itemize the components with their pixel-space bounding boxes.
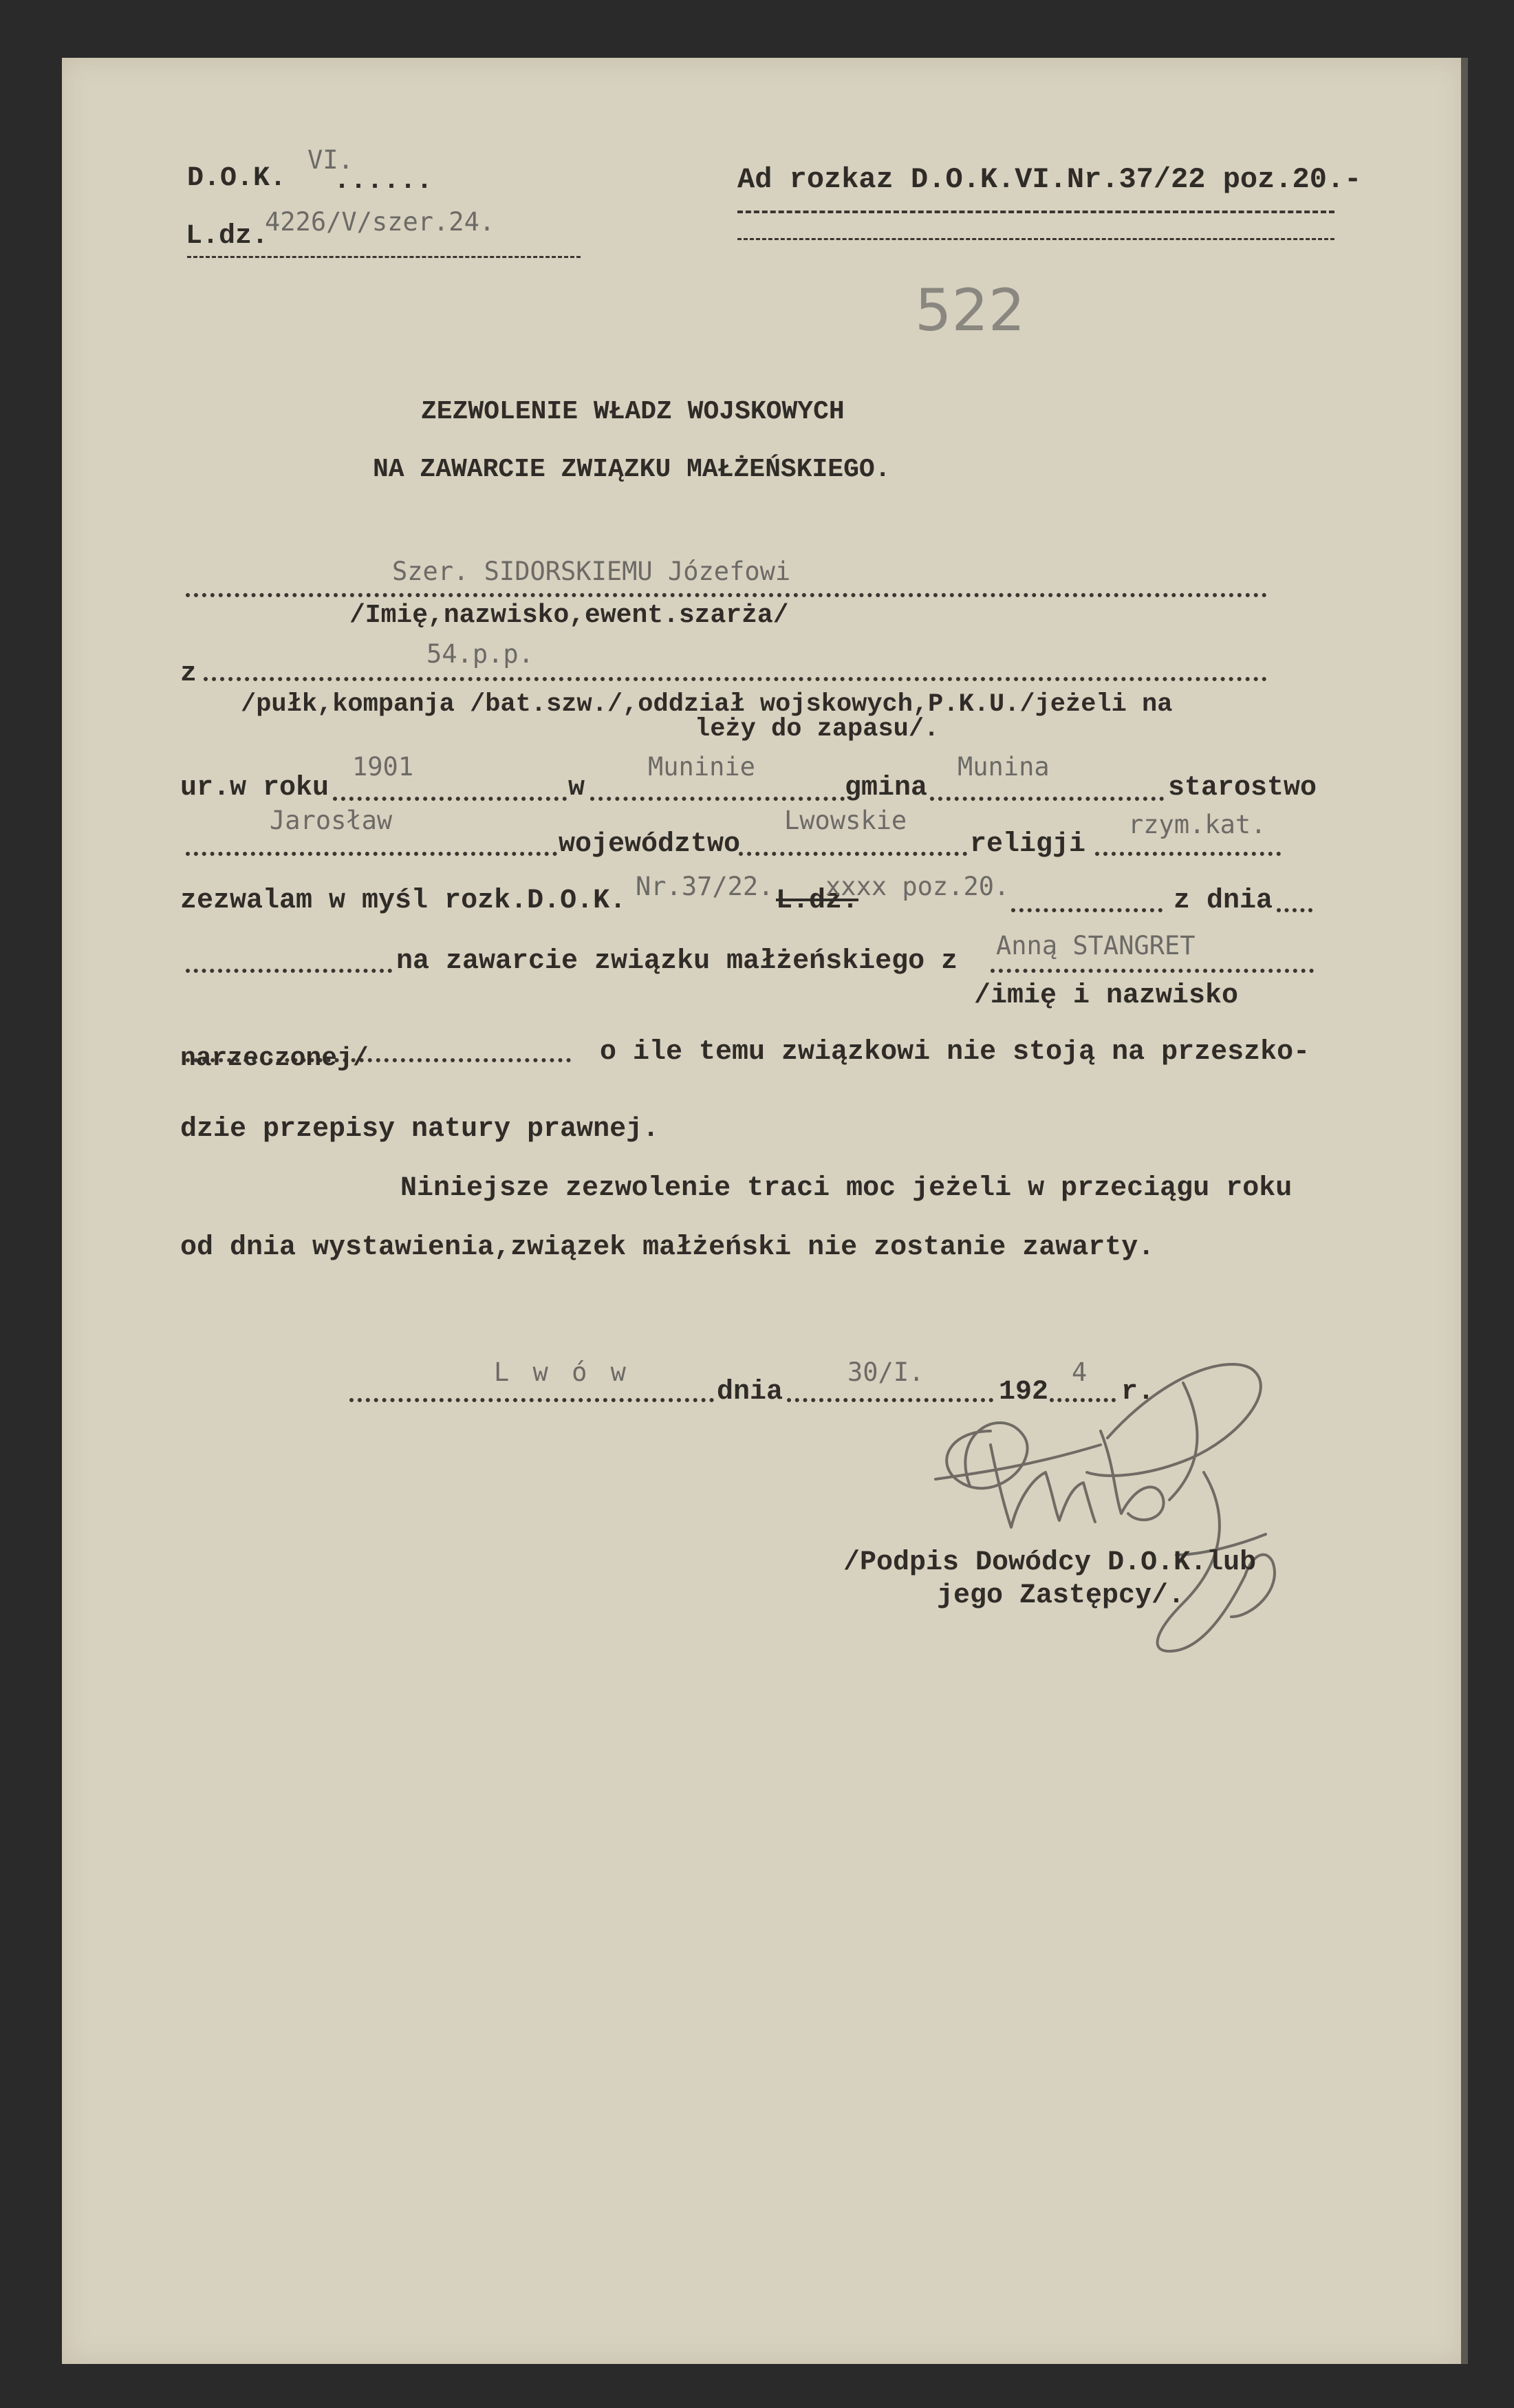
title-line-1: ZEZWOLENIE WŁADZ WOJSKOWYCH (421, 397, 845, 427)
unit-prefix: z (180, 658, 197, 689)
religion-label: religji (970, 829, 1086, 860)
ldz-label: L.dz. (186, 221, 269, 252)
permit-line (1011, 908, 1162, 912)
place-value: Muninie (648, 752, 755, 782)
signature-caption-1: /Podpis Dowódcy D.O.K.lub (843, 1547, 1257, 1578)
marriage-text: na zawarcie związku małżeńskiego z (396, 946, 958, 977)
wojewodztwo-value: Lwowskie (784, 806, 907, 835)
validity-line-1: Niniejsze zezwolenie traci moc jeżeli w przeciągu roku (400, 1173, 1293, 1204)
issue-year-prefix: 192 (999, 1377, 1049, 1408)
name-value: Szer. SIDORSKIEMU Józefowi (392, 557, 791, 586)
dok-value: VI. (307, 145, 354, 175)
place-line (590, 797, 845, 801)
date-from-line (1277, 908, 1312, 912)
permit-value: Nr.37/22. (636, 872, 774, 901)
commander-signature (908, 1328, 1293, 1699)
place-label: w (568, 773, 585, 804)
bride-caption-2: narzeczonej/ (180, 1044, 369, 1073)
ldz-value: 4226/V/szer.24. (265, 207, 495, 237)
issue-city: L w ó w (494, 1357, 630, 1387)
starostwo-line (186, 852, 557, 856)
title-line-2: NA ZAWARCIE ZWIĄZKU MAŁŻEŃSKIEGO. (373, 455, 891, 484)
marriage-date-line (186, 969, 392, 973)
handwritten-number: 522 (915, 277, 1026, 344)
born-label: ur.w roku (180, 773, 329, 804)
dok-label: D.O.K. (187, 163, 287, 194)
dok-dots: ...... (334, 166, 433, 197)
bride-caption-1: /imię i nazwisko (974, 980, 1239, 1011)
name-caption: /Imię,nazwisko,ewent.szarża/ (349, 601, 789, 630)
permit-label: zezwalam w myśl rozk.D.O.K. (180, 885, 627, 916)
bride-line (991, 969, 1314, 973)
gmina-value: Munina (958, 752, 1050, 782)
religion-value: rzym.kat. (1128, 810, 1266, 839)
born-year-value: 1901 (352, 752, 414, 782)
city-line (349, 1398, 714, 1402)
unit-line (204, 677, 1267, 681)
religion-line (1095, 852, 1281, 856)
name-line (186, 593, 1267, 597)
date-from-label: z dnia (1174, 885, 1273, 916)
clause-line-1: o ile temu związkowi nie stoją na przeszko- (600, 1037, 1310, 1068)
issue-year-suffix: 4 (1072, 1357, 1088, 1387)
ldz-underline (187, 256, 581, 258)
unit-value: 54.p.p. (426, 639, 534, 669)
order-underline-2 (737, 238, 1334, 240)
permit-struck-text: L.dz. (776, 885, 859, 916)
unit-caption-2: leży do zapasu/. (695, 715, 940, 744)
page-edge (1461, 58, 1468, 2364)
order-underline-1 (737, 211, 1334, 213)
wojewodztwo-label: województwo (559, 829, 741, 860)
unit-caption-1: /pułk,kompanja /bat.szw./,oddział wojskowych,P.K.U./jeżeli na (241, 690, 1173, 719)
gmina-line (930, 797, 1164, 801)
starostwo-value: Jarosław (270, 806, 393, 835)
wojewodztwo-line (739, 852, 967, 856)
signature-caption-2: jego Zastępcy/. (937, 1580, 1185, 1611)
bride-value: Anną STANGRET (996, 931, 1196, 960)
issue-date-value: 30/I. (847, 1357, 924, 1387)
order-reference: Ad rozkaz D.O.K.VI.Nr.37/22 poz.20.- (737, 163, 1362, 196)
issue-year-end: r. (1121, 1377, 1155, 1408)
gmina-label: gmina (845, 773, 928, 804)
issue-date-label: dnia (717, 1377, 783, 1408)
permit-poz: xxxx poz.20. (825, 872, 1010, 901)
starostwo-label: starostwo (1168, 773, 1317, 804)
validity-line-2: od dnia wystawienia,związek małżeński nie zostanie zawarty. (180, 1232, 1155, 1263)
born-year-line (333, 797, 567, 801)
clause-line-2: dzie przepisy natury prawnej. (180, 1114, 660, 1145)
